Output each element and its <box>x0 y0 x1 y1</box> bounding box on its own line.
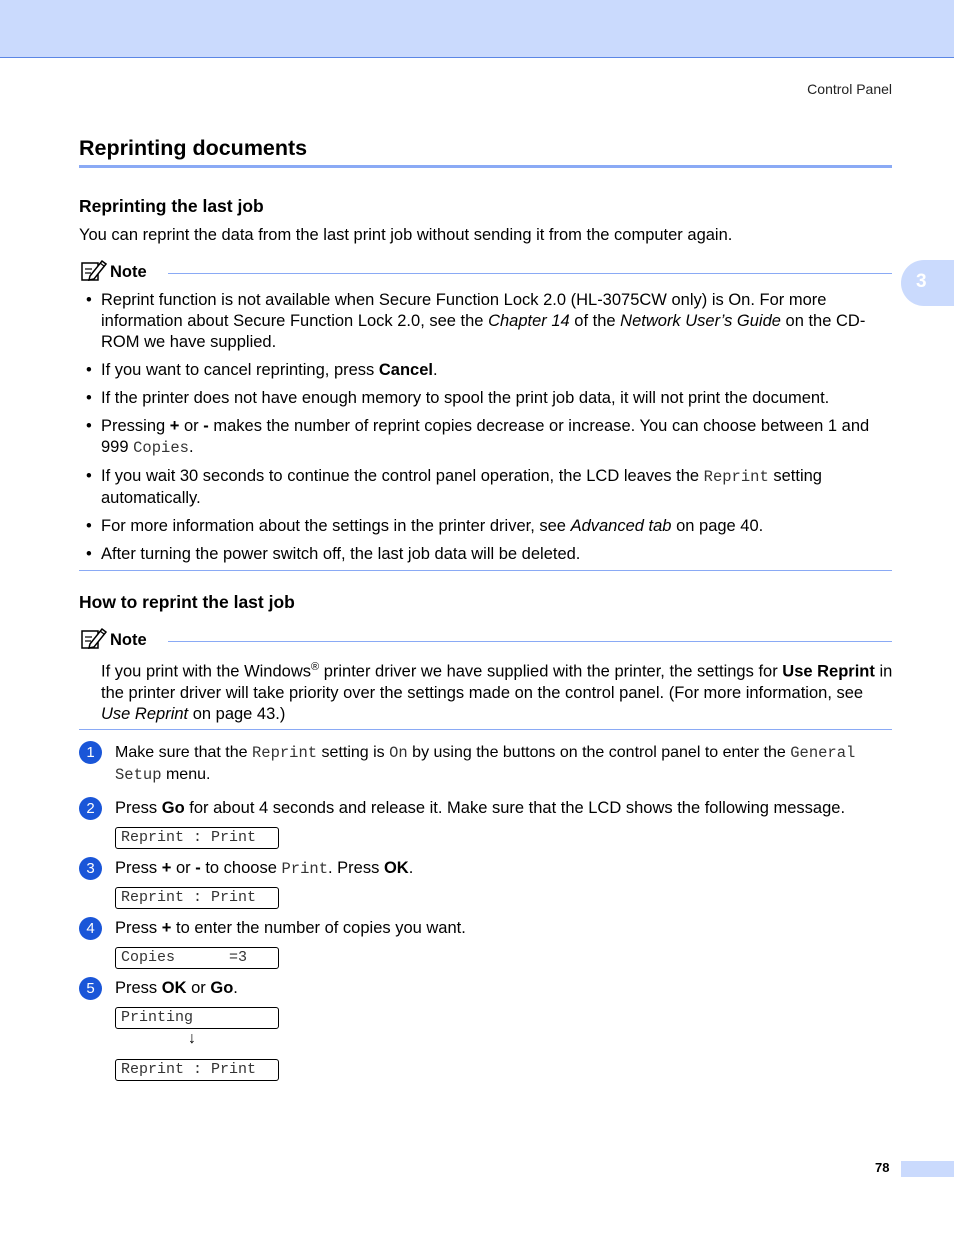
note-pencil-icon <box>81 626 107 650</box>
step-text: Press Go for about 4 seconds and release it. Make sure that the LCD shows the following message. <box>115 799 846 817</box>
list-item: • For more information about the settings in the printer driver, see Advanced tab on page 40. <box>79 516 894 537</box>
note-paragraph: If you print with the Windows® printer driver we have supplied with the printer, the settings for Use Reprint in the printer driver will take priority over the settings made on the control panel. (For more information, see Use Reprint on page 43.) <box>101 661 893 723</box>
step-number-badge: 5 <box>79 977 102 1000</box>
note-pencil-icon <box>81 258 107 282</box>
lcd-display: Copies =3 <box>115 947 279 969</box>
chapter-number: 3 <box>916 271 927 292</box>
lcd-display: Printing <box>115 1007 279 1029</box>
list-item: • Reprint function is not available when Secure Function Lock 2.0 (HL-3075CW only) is On. For more information about Secure Function Lock 2.0, see the Chapter 14 of the Network User’s Guide on the CD-ROM we have supplied. <box>79 290 894 353</box>
note-end-rule <box>79 570 892 571</box>
note-header <box>81 258 892 284</box>
step-text: Make sure that the Reprint setting is On by using the buttons on the control panel to enter the General Setup menu. <box>115 744 856 784</box>
step-number-badge: 4 <box>79 917 102 940</box>
lcd-display: Reprint : Print <box>115 887 279 909</box>
section-heading-how-to-reprint: How to reprint the last job <box>79 592 295 612</box>
step-number-badge: 1 <box>79 741 102 764</box>
step-text: Press + to enter the number of copies you want. <box>115 919 466 937</box>
step-number-badge: 2 <box>79 797 102 820</box>
lcd-display: Reprint : Print <box>115 827 279 849</box>
note-label: Note <box>110 631 147 649</box>
page-number: 78 <box>875 1160 890 1175</box>
note-header <box>81 626 892 652</box>
intro-paragraph: You can reprint the data from the last print job without sending it from the computer again. <box>79 226 733 244</box>
list-item: • Pressing + or - makes the number of reprint copies decrease or increase. You can choose between 1 and 999 Copies. <box>79 416 894 459</box>
note-bullet-list <box>79 290 894 572</box>
running-header: Control Panel <box>807 81 892 97</box>
step-text: Press OK or Go. <box>115 979 238 997</box>
down-arrow-icon: ↓ <box>188 1030 196 1047</box>
page-title: Reprinting documents <box>79 136 308 160</box>
lcd-display: Reprint : Print <box>115 1059 279 1081</box>
list-item: • If the printer does not have enough memory to spool the print job data, it will not print the document. <box>79 388 894 409</box>
page-number-bar <box>901 1161 954 1177</box>
section-heading-reprint-last-job: Reprinting the last job <box>79 196 264 216</box>
note-label: Note <box>110 263 147 281</box>
list-item: • If you wait 30 seconds to continue the control panel operation, the LCD leaves the Reprint setting automatically. <box>79 466 894 509</box>
list-item: • After turning the power switch off, the last job data will be deleted. <box>79 544 894 565</box>
chapter-tab <box>901 260 954 306</box>
note-rule <box>168 273 892 274</box>
step-number-badge: 3 <box>79 857 102 880</box>
header-band <box>0 0 954 58</box>
step-text: Press + or - to choose Print. Press OK. <box>115 859 414 878</box>
note-rule <box>168 641 892 642</box>
note-end-rule <box>79 729 892 730</box>
list-item: • If you want to cancel reprinting, press Cancel. <box>79 360 894 381</box>
title-rule <box>79 165 892 168</box>
